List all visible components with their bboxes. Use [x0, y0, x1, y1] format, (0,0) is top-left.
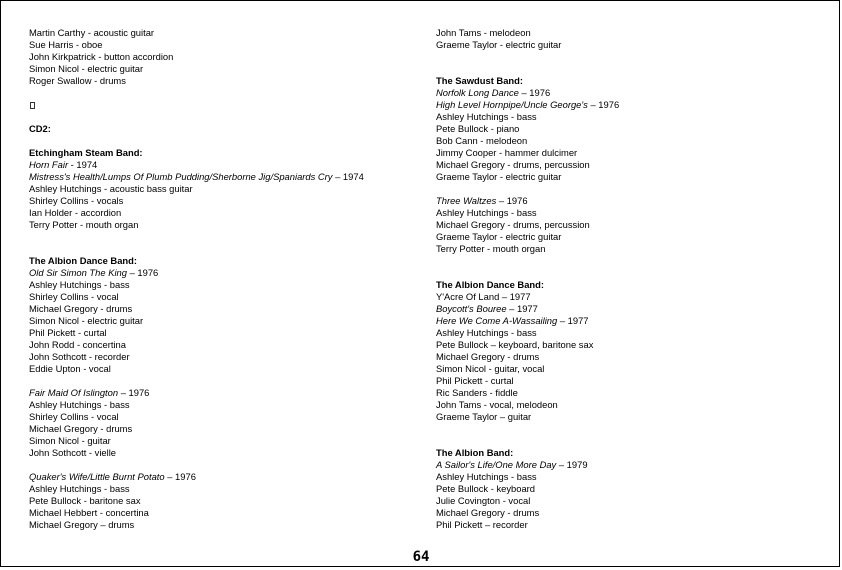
track-title: Norfolk Long Dance	[436, 87, 519, 98]
credit-line: Ashley Hutchings - bass	[29, 399, 130, 410]
spacer	[29, 375, 419, 387]
track-year: - 1974	[68, 159, 98, 170]
track-year: – 1974	[332, 171, 364, 182]
track-title: Boycott's Bouree	[436, 303, 507, 314]
track-year: – 1976	[587, 99, 620, 110]
credit-line: Ian Holder - accordion	[29, 207, 122, 218]
band-heading: The Albion Dance Band:	[29, 255, 137, 266]
spacer	[29, 231, 419, 243]
band-heading: Etchingham Steam Band:	[29, 147, 143, 158]
track-title-line	[436, 303, 826, 315]
spacer	[436, 267, 826, 279]
band-heading: The Albion Dance Band:	[436, 279, 544, 290]
credit-line: Shirley Collins - vocals	[29, 195, 124, 206]
credit-line: Michael Gregory - drums	[436, 507, 540, 518]
credit-line: Ashley Hutchings - bass	[436, 111, 537, 122]
track-year: – 1976	[164, 471, 196, 482]
spacer	[436, 183, 826, 195]
spacer	[29, 87, 419, 99]
credit-line: John Tams - melodeon	[436, 27, 531, 38]
credit-line: Martin Carthy - acoustic guitar	[29, 27, 155, 38]
track-year: – 1979	[556, 459, 588, 470]
right-column	[436, 27, 826, 531]
credit-line: Pete Bullock - baritone sax	[29, 495, 141, 506]
spacer	[29, 135, 419, 147]
credit-line: Ashley Hutchings - bass	[436, 327, 537, 338]
credit-line: Michael Gregory - drums, percussion	[436, 219, 590, 230]
credit-line: John Tams - vocal, melodeon	[436, 399, 558, 410]
spacer	[436, 435, 826, 447]
spacer	[436, 63, 826, 75]
credit-line: Pete Bullock - keyboard	[436, 483, 536, 494]
credit-line: Sue Harris - oboe	[29, 39, 103, 50]
credit-line: Terry Potter - mouth organ	[29, 219, 139, 230]
credit-line: Graeme Taylor – guitar	[436, 411, 532, 422]
track-title: A Sailor's Life/One More Day	[436, 459, 557, 470]
spacer	[29, 111, 419, 123]
spacer	[436, 255, 826, 267]
credit-line: Bob Cann - melodeon	[436, 135, 528, 146]
credit-line: John Rodd - concertina	[29, 339, 126, 350]
credit-line: Roger Swallow - drums	[29, 75, 126, 86]
credit-line: Simon Nicol - electric guitar	[29, 315, 144, 326]
credit-line: Michael Gregory - drums, percussion	[436, 159, 590, 170]
credit-line: Simon Nicol - guitar, vocal	[436, 363, 545, 374]
track-year: – 1977	[506, 303, 538, 314]
credit-line: Michael Gregory - drums	[29, 303, 133, 314]
credit-line: Shirley Collins - vocal	[29, 411, 119, 422]
credit-line: Graeme Taylor - electric guitar	[436, 171, 562, 182]
track-title-line	[436, 195, 826, 207]
credit-line: John Sothcott - recorder	[29, 351, 130, 362]
track-title: Quaker's Wife/Little Burnt Potato	[29, 471, 165, 482]
credit-line: Phil Pickett - curtal	[29, 327, 107, 338]
credit-line: Ashley Hutchings - bass	[436, 471, 537, 482]
credit-line: Ashley Hutchings - bass	[29, 483, 130, 494]
spacer	[29, 459, 419, 471]
track-title-line	[436, 99, 826, 111]
page-number: 64	[412, 549, 430, 565]
missing-glyph-line	[29, 99, 419, 111]
credit-line: Graeme Taylor - electric guitar	[436, 231, 562, 242]
credit-line: Phil Pickett - curtal	[436, 375, 514, 386]
credit-line: John Sothcott - vielle	[29, 447, 117, 458]
track-title-line	[29, 171, 419, 183]
credit-line: Shirley Collins - vocal	[29, 291, 119, 302]
missing-glyph-icon	[30, 102, 35, 109]
track-title: Here We Come A-Wassailing	[436, 315, 558, 326]
credit-line: Jimmy Cooper - hammer dulcimer	[436, 147, 578, 158]
band-heading: The Sawdust Band:	[436, 75, 523, 86]
credit-line: Michael Hebbert - concertina	[29, 507, 149, 518]
spacer	[436, 423, 826, 435]
credit-line: Eddie Upton - vocal	[29, 363, 111, 374]
track-year: – 1977	[557, 315, 589, 326]
credit-line: Ashley Hutchings - bass	[29, 279, 130, 290]
track-year: – 1976	[126, 267, 159, 278]
track-title-line	[436, 459, 826, 471]
credit-line: Pete Bullock – keyboard, baritone sax	[436, 339, 594, 350]
credit-line: Michael Gregory - drums	[436, 351, 540, 362]
track-title-line	[29, 471, 419, 483]
spacer	[29, 243, 419, 255]
track-title-line	[29, 267, 419, 279]
credit-line: Phil Pickett – recorder	[436, 519, 528, 530]
credit-line: Michael Gregory - drums	[29, 423, 133, 434]
spacer	[436, 51, 826, 63]
track-title: Horn Fair	[29, 159, 69, 170]
track-title: Old Sir Simon The King	[29, 267, 127, 278]
credit-line: Julie Covington - vocal	[436, 495, 531, 506]
band-heading: CD2:	[29, 123, 51, 134]
track-title-line	[436, 315, 826, 327]
credit-line: Simon Nicol - guitar	[29, 435, 111, 446]
track-title: Mistress's Health/Lumps Of Plumb Pudding/Sherborne Jig/Spaniards Cry	[29, 171, 333, 182]
track-year: – 1976	[518, 87, 551, 98]
credit-line: Michael Gregory – drums	[29, 519, 135, 530]
left-column	[29, 27, 419, 531]
credit-line: Y'Acre Of Land – 1977	[436, 291, 531, 302]
credit-line: John Kirkpatrick - button accordion	[29, 51, 174, 62]
track-title: High Level Hornpipe/Uncle George's	[436, 99, 588, 110]
credit-line: Ashley Hutchings - acoustic bass guitar	[29, 183, 193, 194]
credit-line: Terry Potter - mouth organ	[436, 243, 546, 254]
track-title-line	[29, 387, 419, 399]
credit-line: Simon Nicol - electric guitar	[29, 63, 144, 74]
track-title-line	[29, 159, 419, 171]
track-title-line	[436, 87, 826, 99]
track-year: – 1976	[118, 387, 150, 398]
credit-line: Pete Bullock - piano	[436, 123, 520, 134]
band-heading: The Albion Band:	[436, 447, 514, 458]
credit-line: Graeme Taylor - electric guitar	[436, 39, 562, 50]
credit-line: Ashley Hutchings - bass	[436, 207, 537, 218]
credit-line: Ric Sanders - fiddle	[436, 387, 518, 398]
track-title: Fair Maid Of Islington	[29, 387, 119, 398]
track-year: – 1976	[496, 195, 528, 206]
track-title: Three Waltzes	[436, 195, 497, 206]
